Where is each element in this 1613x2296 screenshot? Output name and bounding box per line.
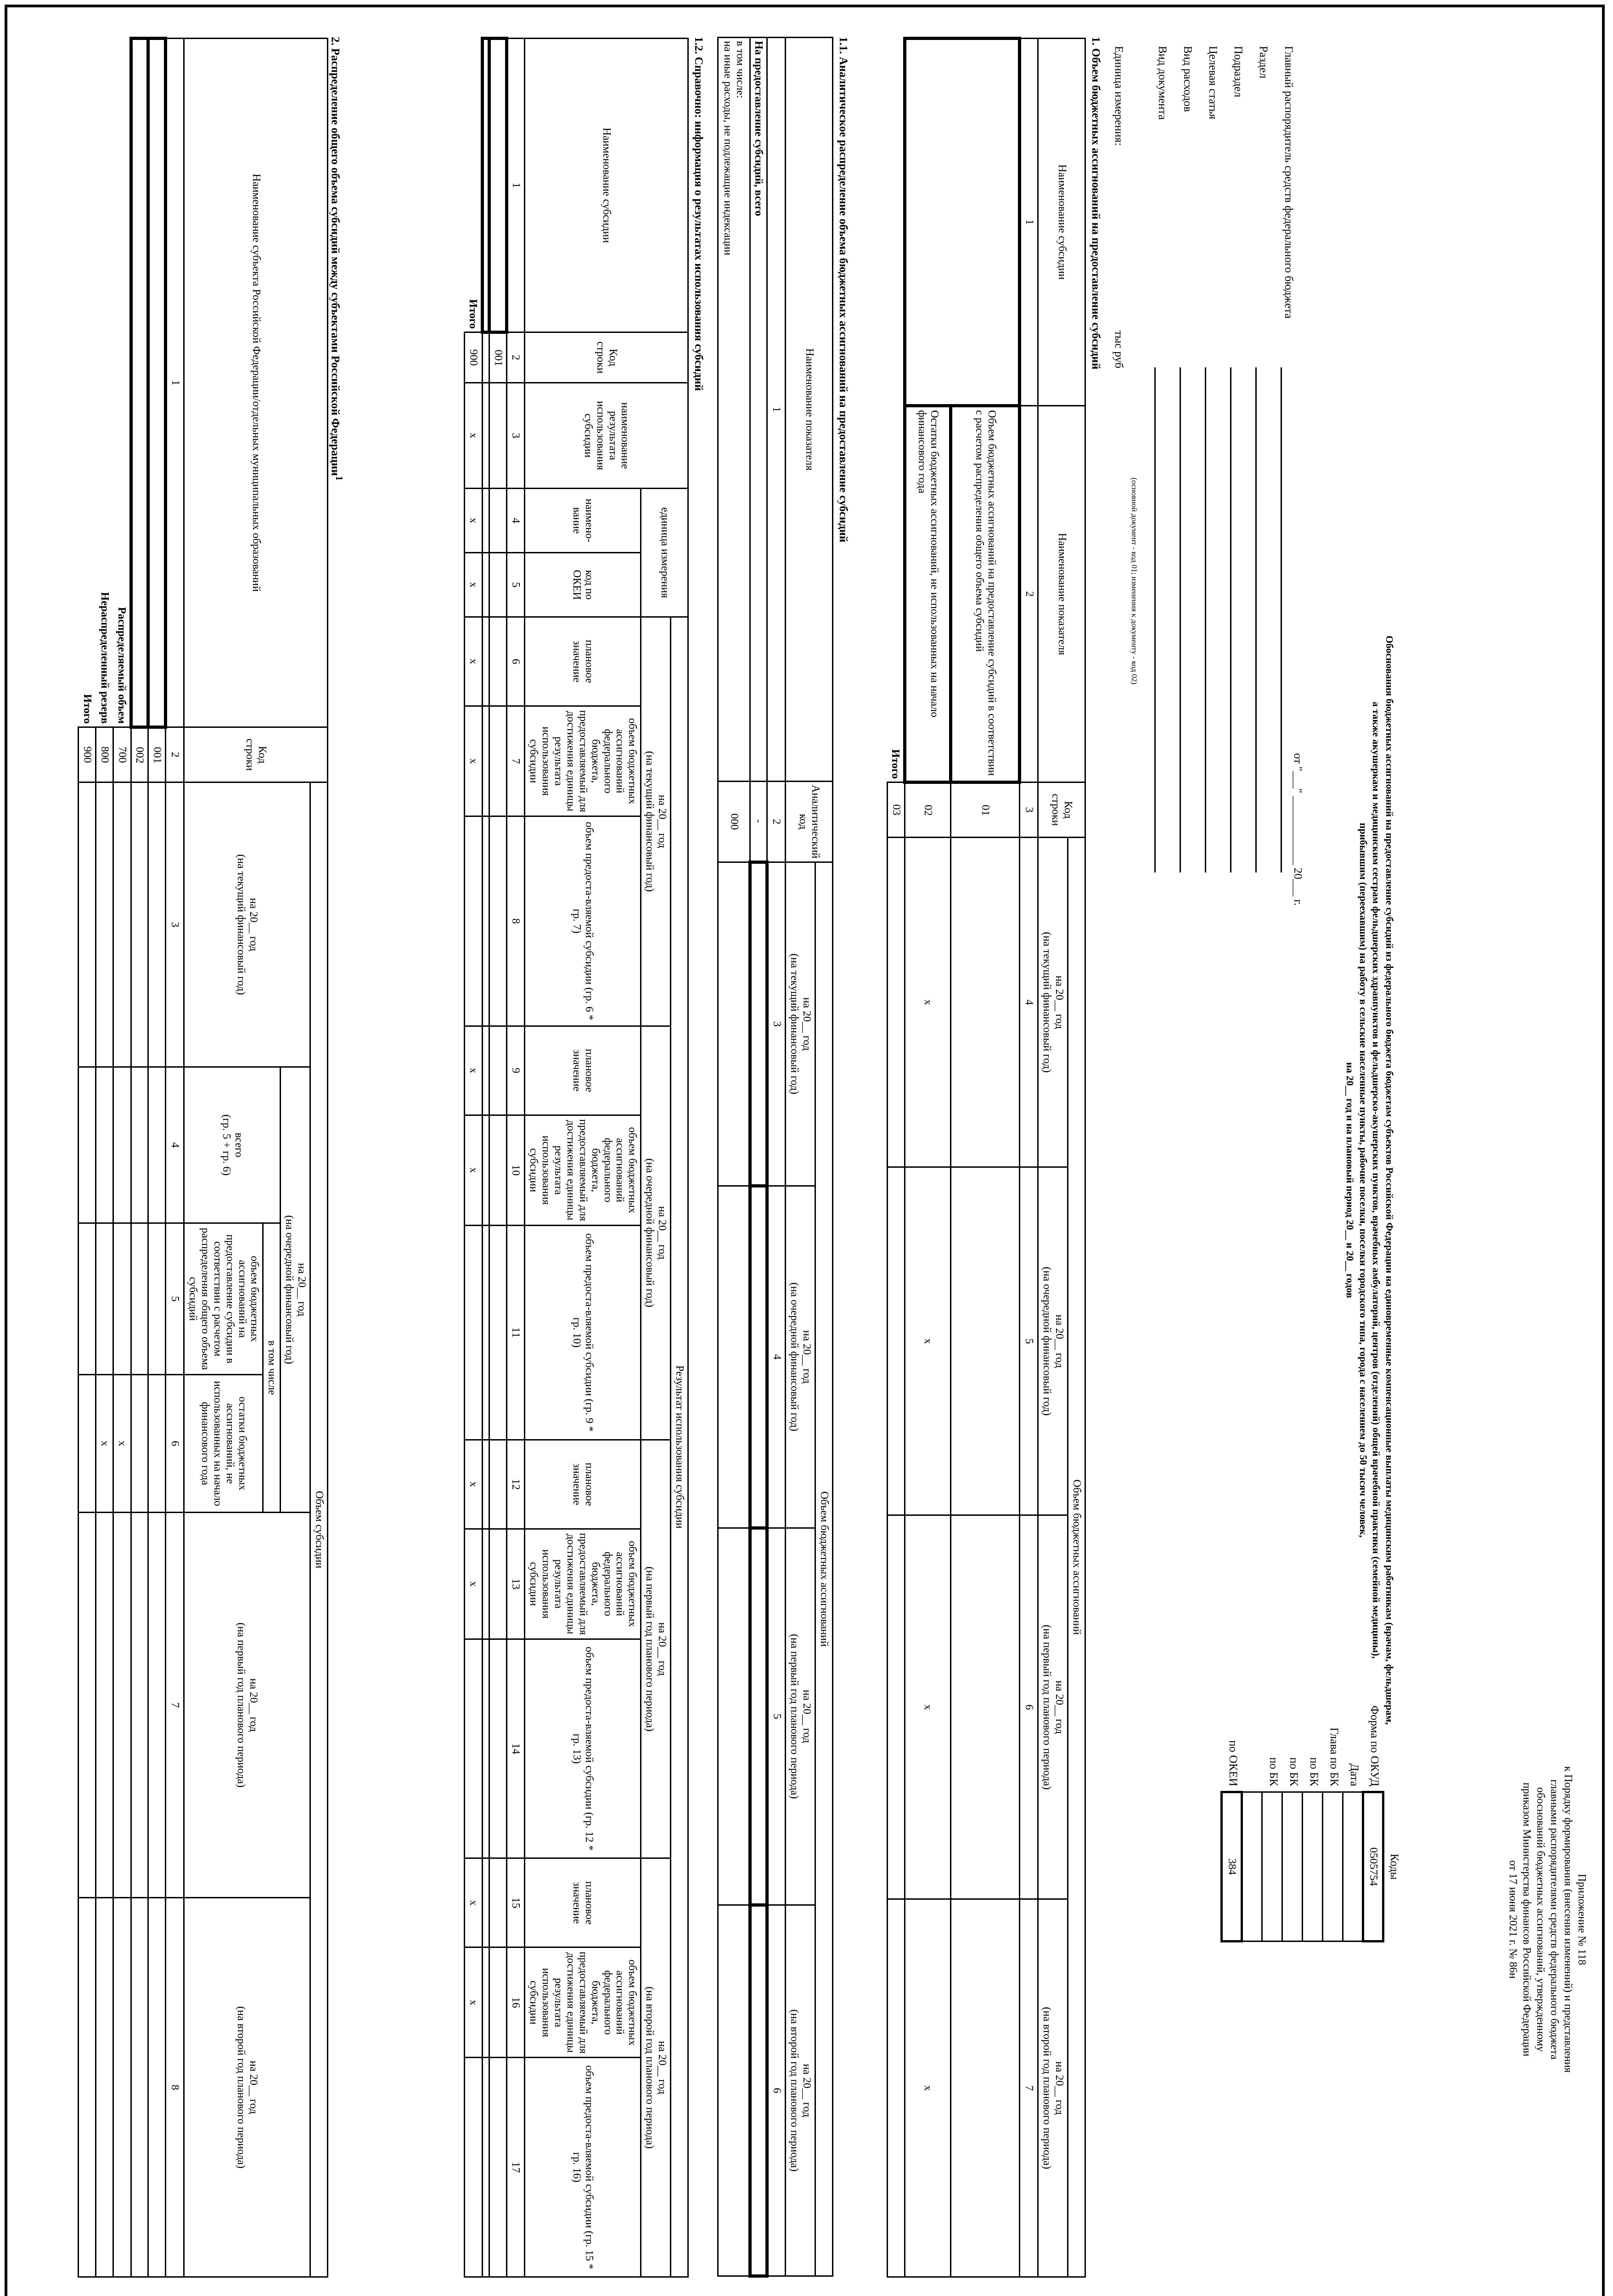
codes-table [1220, 1791, 1384, 1942]
column-number: 7 [506, 706, 525, 816]
column-number: 2 [506, 332, 525, 383]
column-number: 8 [506, 816, 525, 1026]
table-row-total: Итого 900 [79, 39, 96, 2277]
table-row: 001 [489, 39, 506, 2277]
section1-title: 1. Объем бюджетных ассигнований на предоставление субсидий [1090, 37, 1102, 370]
section2-table: Наименование субъекта Российской Федерации/отдельных муниципальных образований Код строки Объем субсидии на 20__ год (на текущий финансовый год) на 20__ год (на очередной финансовый год) на 20__ год (на первый год планового периода) на 20__ год (на второй год планового периода) всего (гр. 5 + гр. 6) в том числе объем бюджетных ассигнований на предоставление субсидии в соответствии с расчетом распределения общего объема субсидий остатки бюджетных ассигнований, не использованных на начало финансового года 1 2 3 4 5 6 7 8 001 002 Распределяемый объем 700 x Нераспределенный резерв 800 x Итого 900 [78, 37, 329, 2278]
column-number: 12 [506, 1440, 525, 1529]
column-number: 1 [506, 39, 525, 332]
table-row: Объем бюджетных ассигнований на предоставление субсидий в соответствии с расчетом распределения общего объема субсидий 01 [951, 39, 1020, 2277]
code-label: по БК [1267, 1757, 1280, 1786]
column-number: 4 [506, 489, 525, 553]
section2-title: 2. Распределение общего объема субсидий между субъектами Российской Федерации$^1$ [329, 37, 345, 481]
section12-title: 1.2. Справочно: информация о результатах использования субсидий [692, 37, 705, 391]
appendix-note: Приложение № 118 к Порядку формирования (внесения изменений) и представления главными распорядителями средств федерального бюджета обоснований бюджетных ассигнований, утвержденному приказом Министерства финансов Российской Федерации от 17 июня 2021 г. № 86н [1507, 1766, 1588, 2073]
header-field-line [1205, 367, 1206, 872]
code-value [1282, 1792, 1303, 1941]
code-value [1262, 1792, 1282, 1941]
header-field-label: Вид расходов [1181, 46, 1194, 112]
header-field-line [1255, 367, 1257, 872]
unit-value: тыс руб [1113, 331, 1125, 369]
document-date: от "___" ____________ 20___ г. [1292, 753, 1304, 906]
unit-label: Единица измерения: [1113, 46, 1125, 146]
code-value: 0505754 [1363, 1792, 1383, 1941]
h-code: Код строки [1038, 782, 1085, 838]
header-field-label: Подраздел [1232, 46, 1244, 97]
section1-colnums: 1 2 3 4 5 6 7 [1020, 39, 1038, 2277]
table-row: Нераспределенный резерв 800 x [96, 39, 113, 2277]
table-row-total: Итого 900 x x x x x x x x x x x [465, 39, 482, 2277]
table-row: в том числе: на иные расходы, не подлежащие индексации 000 [718, 38, 750, 2276]
header-field-line [1281, 367, 1282, 872]
header-field-label: Раздел [1257, 46, 1270, 79]
table-row: Остатки бюджетных ассигнований, не использованных на начало финансового года 02 x x x x [905, 39, 951, 2277]
table-row: 002 [131, 39, 148, 2277]
column-number: 3 [506, 383, 525, 489]
table-row [482, 39, 489, 2277]
code-value [1242, 1792, 1262, 1941]
h-volume: Объем бюджетных ассигнований [1068, 838, 1085, 2277]
header-field-label: Главный распорядитель средств федерального бюджета [1282, 46, 1295, 319]
doc-type-hint: (основной документ - код 01; изменения к документу - код 02) [1130, 478, 1139, 685]
column-number: 11 [506, 1225, 525, 1440]
header-field-line [1180, 367, 1181, 872]
section11-table: Наименование показателя Аналитический код Объем бюджетных ассигнований на 20__ год (на текущий финансовый год) на 20__ год (на очередной финансовый год) на 20__ год (на первый год планового периода) на 20__ год (на второй год планового периода) 1 2 3 4 5 6 На предоставление субсидий, всего - в том числе: на иные расходы, не подлежащие индексации 000 [717, 37, 833, 2278]
column-number: 5 [506, 553, 525, 617]
column-number: 9 [506, 1026, 525, 1115]
header-field-line [1154, 367, 1156, 872]
table-row: 001 [148, 39, 166, 2277]
document-title: Обоснования бюджетных ассигнований на предоставление субсидий из федерального бюджета бюджетам субъектов Российской Федерации на единовременные компенсационные выплаты медицинским работникам (врачам, фельдшерам, а также акушеркам и медицинским сестрам фельдшерских здравпунктов и фельдшерско-акушерских пунктов, врачебных амбулаторий, центров (отделений) общей врачебной практики (семейной медицины), прибывшим (переехавшим) на работу в сельские населенные пункты, рабочие поселки, поселки городского типа, города с населением до 50 тысяч человек, на 20__ год и на плановый период 20__ и 20__ годов [1344, 635, 1395, 1725]
code-label: по БК [1287, 1757, 1300, 1786]
column-number: 17 [506, 2058, 525, 2277]
code-value [1323, 1792, 1343, 1941]
section12-colnums [506, 39, 525, 2277]
header-field-line [1230, 367, 1231, 872]
code-value [1343, 1792, 1363, 1941]
code-label: Дата [1348, 1763, 1360, 1786]
document-page [9, 18, 1598, 2296]
table-row: Распределяемый объем 700 x [113, 39, 131, 2277]
column-number: 16 [506, 1947, 525, 2058]
section1-table: Наименование субсидии Наименование показателя Код строки Объем бюджетных ассигнований на 20__ год (на текущий финансовый год) на 20__ год (на очередной финансовый год) на 20__ год (на первый год планового периода) на 20__ год (на второй год планового периода) 1 2 3 4 5 6 7 Объем бюджетных ассигнований на предоставление субсидий в соответствии с расчетом распределения общего объема субсидий 01 Остатки бюджетных ассигнований, не использованных на начало финансового года 02 x x x x Итого 03 [887, 37, 1086, 2278]
column-number: 6 [506, 617, 525, 706]
column-number: 15 [506, 1858, 525, 1947]
column-number: 13 [506, 1529, 525, 1639]
column-number: 10 [506, 1115, 525, 1225]
table-row: На предоставление субсидий, всего - [750, 38, 767, 2276]
header-field-label: Целевая статья [1207, 46, 1219, 119]
table-row-total: Итого 03 [888, 39, 905, 2277]
column-number: 14 [506, 1639, 525, 1858]
code-label: по БК [1308, 1757, 1320, 1786]
code-label: Глава по БК [1328, 1727, 1340, 1786]
code-label: Форма по ОКУД [1368, 1705, 1381, 1786]
h-indicator: Наименование показателя [1038, 406, 1085, 782]
section11-title: 1.1. Аналитическое распределение объема бюджетных ассигнований на предоставление субсидий [837, 37, 849, 543]
code-label: по ОКЕИ [1227, 1740, 1239, 1786]
h-name-subsidy: Наименование субсидии [1038, 39, 1085, 406]
code-value: 384 [1222, 1792, 1242, 1941]
code-value [1303, 1792, 1323, 1941]
header-field-label: Вид документа [1156, 46, 1169, 120]
codes-header: Коды [1388, 1853, 1400, 1880]
section12-table: Наименование субсидии Код строки наименование результата использования субсидии единица измерения Результат использования субсидии на 20__ год (на текущий финансовый год) на 20__ год (на очередной финансовый год) на 20__ год (на первый год планового периода) на 20__ год (на второй год планового периода) наимено-вание код по ОКЕИ плановое значение объем бюджетных ассигнований федерального бюджета, предоставляемый для достижения единицы результата использования субсидии объем предоста-вляемой субсидии (гр. 6 * гр. 7) плановое значение объем бюджетных ассигнований федерального бюджета, предоставляемый для достижения единицы результата использования субсидии объем предоста-вляемой субсидии (гр. 9 * гр. 10) плановое значение объем бюджетных ассигнований федерального бюджета, предоставляемый для достижения единицы результата использования субсидии объем предоста-вляемой субсидии (гр. 12 * гр. 13) плановое значение объем бюджетных ассигнований федерального бюджета, предоставляемый для достижения единицы результата использования субсидии объем предоста-вляемой субсидии (гр. 15 * гр. 16) 1 2 3 4 5 6 7 8 9 10 11 12 13 14 15 16 17 001 Итого 900 x x x x x x x x x x x [464, 37, 689, 2278]
